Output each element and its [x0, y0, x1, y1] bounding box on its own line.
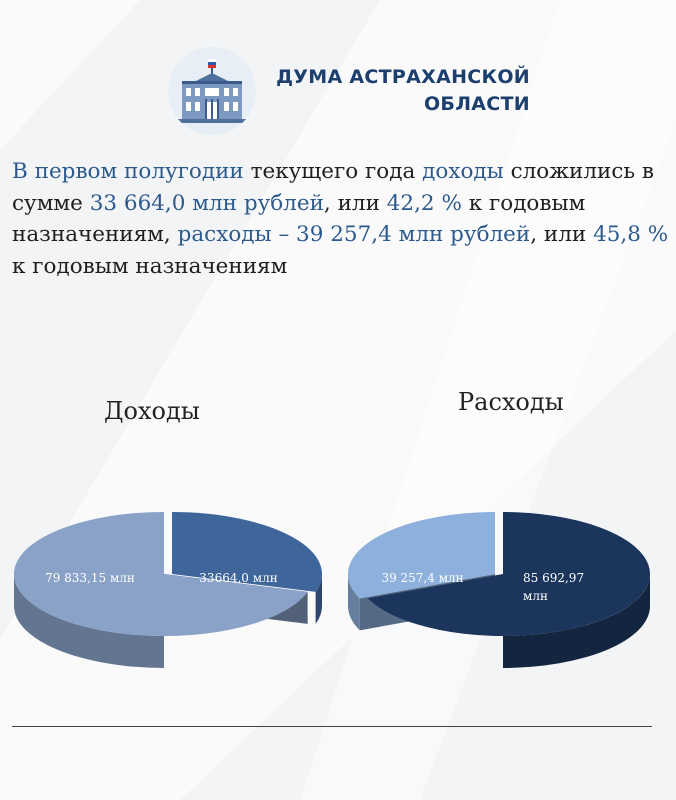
org-name-line-2: ОБЛАСТИ	[423, 93, 530, 115]
organization-name	[268, 64, 530, 118]
summary-text: , или	[530, 222, 594, 247]
summary-expense-percent: 45,8 %	[593, 222, 669, 247]
summary-text: к годовым назначениям	[12, 253, 288, 279]
pie-0-label-executed: 33664,0 млн	[199, 571, 278, 585]
summary-income-label: доходы	[422, 159, 504, 184]
summary-period: В первом полугодии	[12, 159, 244, 184]
org-name-line-1: ДУМА АСТРАХАНСКОЙ	[276, 66, 530, 88]
summary-income-amount: 33 664,0 млн рублей	[89, 190, 324, 216]
pie-0-label-remaining: 79 833,15 млн	[45, 571, 135, 585]
divider-line	[12, 726, 652, 727]
header	[168, 46, 568, 136]
summary-expense-amount: расходы – 39 257,4 млн рублей	[177, 222, 531, 247]
summary-text: текущего года	[243, 159, 423, 184]
income-chart-title: Доходы	[104, 397, 200, 425]
expense-chart-title: Расходы	[458, 388, 564, 416]
summary-text: к годовым назначениям,	[12, 190, 586, 247]
duma-building-logo	[168, 47, 256, 135]
pie-1-label-executed: 85 692,97	[523, 571, 585, 585]
budget-summary-text	[12, 156, 672, 282]
pie-1-label-remaining: 39 257,4 млн	[381, 571, 464, 585]
summary-income-percent: 42,2 %	[386, 190, 462, 216]
summary-text: сложились в сумме	[12, 159, 655, 216]
summary-text: , или	[323, 190, 387, 216]
pie-charts	[0, 480, 676, 700]
pie-1-label-executed-unit: млн	[523, 589, 548, 603]
